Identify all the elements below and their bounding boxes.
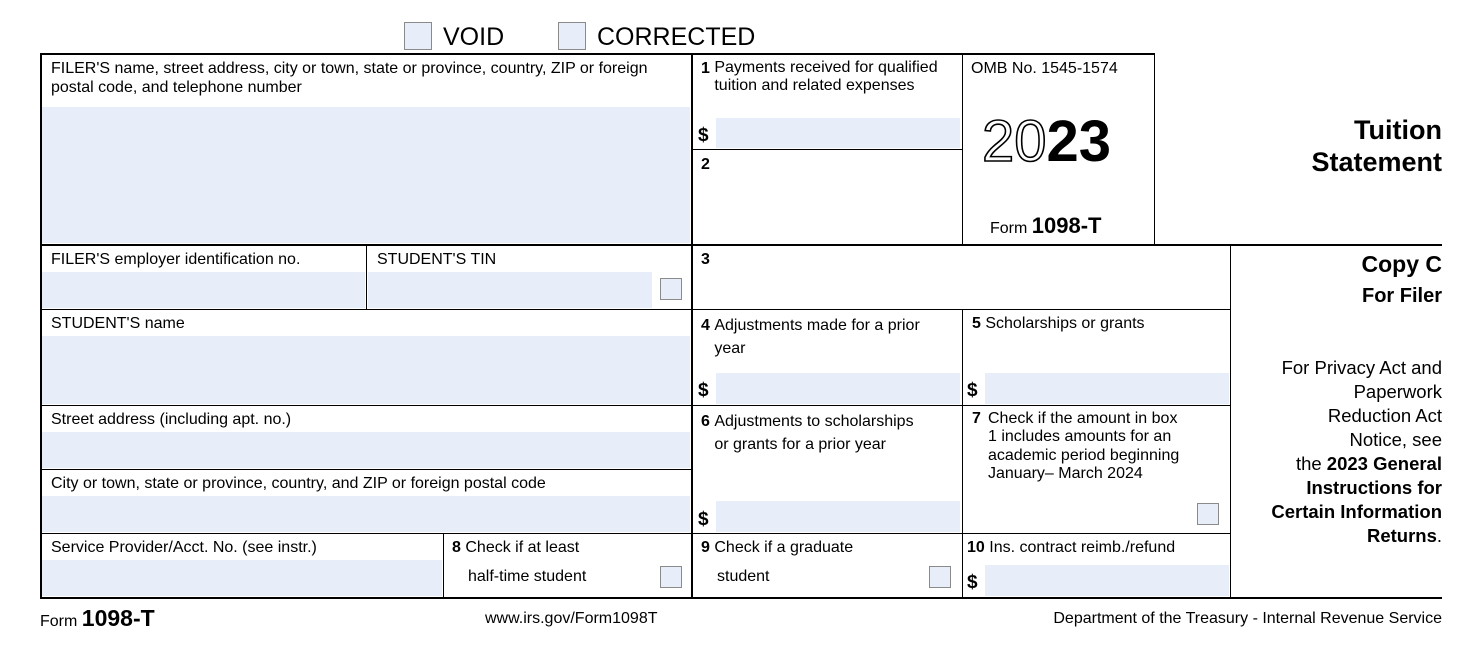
box9-label [701,538,853,557]
box4-dollar: $ [698,380,709,401]
box6-amount-input[interactable] [716,501,960,532]
privacy-line-6: Instructions for [1306,477,1442,498]
omb-bottom [962,244,1154,245]
box1-dollar: $ [698,125,709,146]
box5-number: 5 [972,315,981,332]
box8-divider [443,533,444,597]
filer-ein-label: FILER'S employer identification no. [51,251,301,268]
filer-name-label: FILER'S name, street address, city or town, state or province, country, ZIP or foreign postal code, and telephone number [51,60,648,96]
privacy-line-8 [1222,524,1442,548]
box1-divider [692,149,962,150]
street-field[interactable] [42,432,690,468]
city-label: City or town, state or province, country, and ZIP or foreign postal code [51,475,546,492]
footer-form-number: 1098-T [81,605,155,631]
tax-year-bold: 23 [1046,109,1112,174]
center-divider [691,53,693,599]
box1-amount-field[interactable] [716,118,960,148]
privacy-notice [1222,356,1442,548]
row-divider-4 [40,533,1230,534]
tax-year-outline: 20 [982,109,1047,174]
box5-amount-field[interactable] [985,373,1229,404]
void-checkbox[interactable] [404,22,432,50]
omb-form-prefix: Form [990,220,1028,237]
footer-form-id [40,604,155,636]
box4-number: 4 [701,317,710,334]
box8-number: 8 [452,539,461,556]
box7-label [972,410,1192,484]
corrected-checkbox[interactable] [558,22,586,50]
title-line-2: Statement [1311,147,1442,177]
for-filer-label: For Filer [1361,285,1442,307]
box3-number: 3 [701,251,710,268]
box5-label [972,314,1145,333]
row-divider-3 [40,405,1230,406]
box1-amount-input[interactable] [716,118,960,148]
box9-number: 9 [701,539,710,556]
box7-checkbox[interactable] [1197,503,1219,525]
filer-name-field[interactable] [42,107,690,243]
footer-department: Department of the Treasury - Internal Revenue Service [1053,610,1442,627]
row-divider-2 [40,309,1230,310]
box6-text: Adjustments to scholarships or grants for a prior year [714,413,914,453]
box7-text: Check if the amount in box 1 includes amounts for an academic period beginning January– March 2024 [988,410,1180,483]
privacy-line-1: For Privacy Act and [1281,357,1442,378]
box8-checkbox[interactable] [660,566,682,588]
filer-name-input[interactable] [42,107,690,243]
box9-text-1: Check if a graduate [714,539,854,556]
omb-form-id [990,214,1102,241]
box9-text-2: student [717,568,770,585]
privacy-line-8-tail: . [1436,525,1442,546]
omb-number: OMB No. 1545-1574 [971,60,1118,77]
box6-dollar: $ [698,509,709,530]
box4-label [701,314,956,360]
box1-label [701,59,956,95]
box1-text: Payments received for qualified tuition and related expenses [714,59,938,94]
privacy-line-5-bold: 2023 General [1326,453,1442,474]
box4-text: Adjustments made for a prior year [714,317,920,357]
box10-label [967,538,1175,557]
omb-right [1154,53,1155,245]
student-tin-checkbox[interactable] [660,278,682,300]
box5-amount-input[interactable] [985,373,1229,404]
omb-left [962,53,963,245]
ein-divider [366,245,367,309]
box8-text-2: half-time student [468,568,587,585]
form-title [1311,114,1442,178]
box1-number: 1 [701,60,710,77]
service-provider-label: Service Provider/Acct. No. (see instr.) [51,539,317,556]
street-input[interactable] [42,432,690,468]
service-provider-input[interactable] [42,560,442,596]
student-tin-input[interactable] [368,272,652,308]
city-field[interactable] [42,496,690,532]
privacy-line-7: Certain Information [1271,501,1442,522]
student-name-field[interactable] [42,336,690,404]
row-divider-1 [40,244,1442,246]
box5-dollar: $ [967,380,978,401]
street-label: Street address (including apt. no.) [51,411,292,428]
privacy-line-4: Notice, see [1349,429,1442,450]
student-name-input[interactable] [42,336,690,404]
student-name-label: STUDENT'S name [51,315,185,332]
city-input[interactable] [42,496,690,532]
bottom-border [40,597,1442,599]
box9-checkbox[interactable] [929,566,951,588]
box5-text: Scholarships or grants [985,315,1145,332]
privacy-line-5 [1222,452,1442,476]
box10-number: 10 [967,539,985,556]
privacy-line-3: Reduction Act [1327,405,1442,426]
box4-amount-input[interactable] [716,373,960,404]
omb-form-number: 1098-T [1031,213,1102,238]
void-label: VOID [443,23,505,51]
box4-amount-field[interactable] [716,373,960,404]
corrected-label: CORRECTED [597,23,756,51]
student-tin-field[interactable] [368,272,652,308]
box10-text: Ins. contract reimb./refund [989,539,1176,556]
row-divider-street [40,469,692,470]
student-tin-label: STUDENT'S TIN [377,251,497,268]
box10-amount-input[interactable] [985,565,1229,596]
box2-number: 2 [701,156,710,173]
right-col-divider [962,309,963,598]
service-provider-field[interactable] [42,560,442,596]
privacy-line-8-bold: Returns [1366,525,1437,546]
box10-amount-field[interactable] [985,565,1229,596]
box7-number: 7 [972,410,981,427]
footer-url: www.irs.gov/Form1098T [485,610,658,627]
box10-dollar: $ [967,572,978,593]
privacy-line-2: Paperwork [1353,381,1442,402]
copy-c-label: Copy C [1361,251,1442,277]
box8-label [452,538,579,557]
filer-ein-field[interactable] [42,272,365,308]
title-line-1: Tuition [1354,115,1442,145]
top-border [40,53,1155,55]
box8-text-1: Check if at least [465,539,580,556]
box6-amount-field[interactable] [716,501,960,532]
footer-form-prefix: Form [40,613,78,630]
privacy-line-5-pre: the [1295,453,1327,474]
box6-number: 6 [701,413,710,430]
filer-ein-input[interactable] [42,272,365,308]
tax-year [982,110,1111,174]
box6-label [701,410,956,456]
